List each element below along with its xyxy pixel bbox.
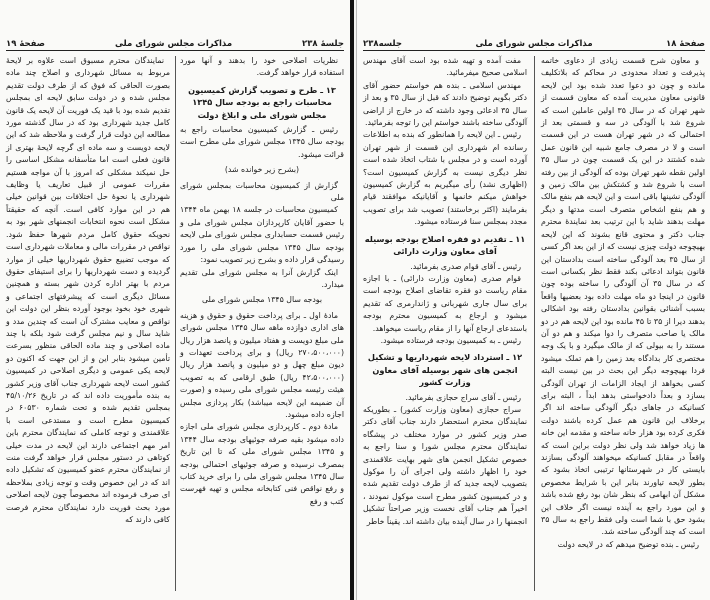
paragraph: قوام صدری (معاون وزارت دارائی) ـ با اجازه مقام ریاست دو فقره تقاضای اصلاح بودجه است برای سال جاری شهربانی و ژاندارمری که تقدیم میشود و ارجاع به کمیسیون محترم بودجه باستدعای ارجاع آنها را از مقام ریاست میخواهد. xyxy=(363,273,527,333)
column-divider xyxy=(175,56,176,591)
paragraph: رئیس ـ به کمیسیون بودجه فرستاده میشود. xyxy=(380,335,521,345)
text-column-left xyxy=(6,55,170,526)
text-column-right xyxy=(180,55,344,508)
page-number: صفحهٔ ۱۸ xyxy=(666,39,705,49)
paragraph: مفت آمده و تهیه شده بود است آقای مهندس اسلامی صحیح میفرمائید. xyxy=(363,56,527,78)
text-column-left xyxy=(363,55,527,528)
section-heading: ۱۲ ـ استرداد لایحه شهرداریها و تشکیل انجمن های شهر بوسیله آقای معاون وزارت کشور xyxy=(367,352,523,388)
paragraph: نمایندگان محترم مسبوق است علاوه بر لایحهٔ مربوط به مسائل شهرداری و اصلاح چند ماده بصورت الحاقی که فوق که از طرف دولت تقدیم مجلس شده و در دولت سابق لایحه ای بمجلس تقدیم شده بود با قید یک فوریت آن لایحه یک قانون کامل جدید شهرداری بود که در سال گذشته مورد مطالعه این دولت قرار گرفت و ملاحظه شد که این لایحه دویست و سه ماده ای گرچه لایحهٔ بهتری از قانون فعلی است اما متأسفانه مشکل اساسی را حل نمیکند مشکلی که امروز با آن مواجه هستیم مقررات عمومی از قبیل تعاریف یا وظایف شهرداری یا نحوهٔ حل اختلافات بین قوانین خیلی هم در این موارد کافی است. آنچه که حقیقتاً مشکل است نحوه انتخابات انجمنهای شهر بود به نحویکه حقوق کامل مردم شهرها حفظ شود. نواقص در مقررات مالی و معاملات شهرداری است که موجب تضییع حقوق شهرداریها خیلی از موارد گردیده و دست شهرداریها را برای استیفای حقوق مردم با بهتر اداره کردن شهر بسته و همچنین مسائل دیگری است که پیشرفتهای اجتماعی و شهری خود بخود بوجود آورده بنظر این دولت این نواقص و معایب مشترک آن است که چندین مدد و شاید سال و نیم مجلس گرفت شود بلکه با چند ماده اصلاحی و چند ماده الحاقی منظور بسرعت تأمین میشود بنابر این و از این جهت که اکنون دو لایحه یکی عمومی و دیگری اصلاحی در کمیسیون کشور است لایحه شهرداری جناب آقای وزیر کشور به بنده مأموریت داده اند که در تاریخ ۴۵/۱۰/۲۶ بمجلس تقدیم شده و تحت شماره ۶۰۵۳۰ در کمیسیون مطرح است و مستدعی است با علاقمندی و توجه کاملی که نمایندگان محترم باین امر مهم اجتماعی دارند این لایحه در مدت خیلی کوتاهی در دستور مجلس قرار خواهد گرفت منت از نمایندگان محترم عضو کمیسیون که تشکیل داده اند که در این خصوص وقت و توجه زیادی بملاحظه ای صرف فرموده اند مخصوصاً چون لایحه اصلاحی مورد بحث فوریت دارد نمایندگان محترم فرصت کافی دارند که xyxy=(6,56,170,525)
paragraph: رئیس ـ آقای قوام صدری بفرمائید. xyxy=(410,261,521,271)
paragraph: رئیس ـ این لایحه را همانطور که بنده به اطلاعات رسانده ام شهرداری این قسمت از شهر تهران آورده است و در مجلس با شتاب اتخاذ شده است نظر دیگری نیست به گزارش کمیسیون است؟ (اظهاری نشد) رأی میگیریم به گزارش کمیسیون خواهش میکنم خانمها و آقایانیکه موافقند قیام بفرمایند (اکثر برخاستند) تصویب شد برای تصویب مجدد بمجلس سنا فرستاده میشود. xyxy=(363,130,527,227)
paragraph: مادهٔ دوم ـ کارپردازی مجلس شورای ملی اجازه داده میشود بقیه صرفه جوئیهای بودجه سال ۱۳۴۴ و ۱۳۴۵ مجلس شورای ملی که تا این تاریخ بمصرف نرسیده و صرفه جوئیهای احتمالی بودجه سال ۱۳۴۵ مجلس شورای ملی را برای خرید کتاب و رفع نواقص فنی کتابخانه مجلس و تهیه فهرست کتب و رفع xyxy=(180,422,345,506)
left-page xyxy=(0,0,354,600)
text-column-right xyxy=(541,55,705,551)
session-number: جلسهٔ ۲۳۸ xyxy=(302,39,344,49)
paragraph: مهندس اسلامی ـ بنده هم خواستم حضور آقای دکتر بگویم توضیح دادند که قبل از سال ۳۵ و بعد از سال ۳۵ ادعائی وجود داشته که در خارج از اراضی آلودگی ساخته باشند خواستم این را توجه بفرمائید. xyxy=(363,80,527,128)
paragraph: اینک گزارش آنرا به مجلس شورای ملی تقدیم میدارد. xyxy=(180,267,344,289)
paragraph: رئیس ـ بنده توضیح میدهم که در لایحه دولت xyxy=(557,539,699,549)
paragraph: رئیس ـ آقای سراج حجازی بفرمائید. xyxy=(405,392,521,402)
column-divider xyxy=(534,56,535,591)
centered-note: (بشرح زیر خوانده شد) xyxy=(224,165,300,175)
paragraph: و معاون شرح قسمت زیادی از دعاوی خاتمه پذیرفت و تعداد محدودی در محاکم که بلاتکلیف مانده و چون دو دعوا تعدد شده بود این لایحه قانونی معاون مدیریت آمده که معاون قسمت از شهر تهران که در سال ۳۵ اولین عاملین است که شروع شد با آلودگی در سه و قسمتی بعد از احتمالی که در شهر تهران هست در این قسمت است و لا در مصرف جامع شبیه این قانون عمل شده کشتند در این یک قسمت چون در سال ۳۵ اولین نقطه شهر تهران بوده که آلودگی از بین رفته است با شروع شد و کشتکش بین مالک زمین و آلودگی نشینها باقی است و این لایحه هم بنفع مالک و هم بنفع اشخاص متصرف است مدتها و دیگر مهلت بدهند شاید با این ترتیب بعد نمایندۀ محترم جناب دکتر و محتوی قانع بشوند که این لایحه بهیچوجه دولت چیزی نیست که از این بعد اگر کسی از سال ۳۵ بعد آلودگی ساخته است بدادستان این قانون بتواند ادعائی بکند فقط نظر بکسانی است که در سال ۳۵ آن آلودگی را ساخته بوده چون قانون در اینجا دو ماه مهلت داده بود بعضیها واقعاً بسبب آشنائی بقوانین بدادستان رفته بود اشکالی بدهند دیرا از ۳۵ تا ۴۵ مانده بود این لایحه هم در دو مالک یا صاحب متصرف را دوا میکند و هم دو آن مستند را به بیولی که از مالک میگیرد و با یک وجه مختصری کار بدادگاه بعد زمین را هم تملک میشود فردا بهیچوجه دیگر این بحث در بین نیست البته کسی بخواهد از ایجاد الزامات از تهران آلودگی بسازد و بعداً دادخواستی بدهد ابداً ، البته برای کسانیکه در جاهای دیگر آلودگی ساخته اند اگر برخلاف این قانون هم عمل کرده باشند دولت فکری کرده بود هزار خانه ساخته و مقدمه این خانه ها زیاد خواهد شد ولی نظر دولت براین است که واقعاً در مقابل کسانیکه میخواهند آلودگی بسازند بایستی کار در شهرستانها ترتیبی اتخاذ بشود که بطور لایحه تیاورند بنابر این با شرایط مخصوص مشکل آن ابهامی که بنظر شان بود رفع شده باشد و این مورد راجع به آینده نیست اگر خلاف این بشود حق با شما است ولی فقط راجع به سال ۳۵ است که چند آلودگی ساخته شد. xyxy=(541,56,705,537)
paragraph: نظریات اصلاحی خود را بدهند و آنها مورد استفاده قرار خواهد گرفت. xyxy=(180,56,344,78)
publication-title: مذاکرات مجلس شورای ملی xyxy=(475,39,593,49)
session-number: جلسه۲۳۸ xyxy=(363,39,402,49)
page-header xyxy=(6,36,344,51)
paragraph: گزارش از کمیسیون محاسبات بمجلس شورای ملی xyxy=(180,180,344,203)
section-heading: ۱۱ ـ تقدیم دو فقره اصلاح بودجه بوسیله آقای معاون وزارت دارائی xyxy=(364,233,526,257)
paragraph: کمیسیون محاسبات در جلسه ۱۸ بهمن ماه ۱۳۴۴ با حضور آقایان کارپردازان مجلس شورای ملی و رئیس قسمت حسابداری مجلس شورای ملی لایحه بودجه سال ۱۳۴۵ مجلس شورای ملی را مورد رسیدگی قرار داده و بشرح زیر تصویب نمود: xyxy=(180,205,344,265)
page-number: صفحهٔ ۱۹ xyxy=(6,39,45,49)
paragraph: رئیس ـ گزارش کمیسیون محاسبات راجع به بودجه سال ۱۳۴۵ مجلس شورای ملی مطرح است قرائت میشود. xyxy=(180,125,344,159)
section-heading: ۱۳ ـ طرح و تصویب گزارش کمیسیون محاسبات راجع به بودجه سال ۱۳۴۵ مجلس شورای ملی و ابلاغ دولت xyxy=(188,84,336,120)
page-header xyxy=(363,36,705,51)
paragraph: مادهٔ اول ـ برای پرداخت حقوق و حقوق و هزینه های اداری دوازده ماهه سال ۱۳۴۵ مجلس شورای ملی مبلغ دویست و هفتاد میلیون و پانصد هزار ریال (۲۷۰،۵۰۰،۰۰۰ ریال) و برای پرداخت تعهدات و دیون مبلغ چهل و دو میلیون و پانصد هزار ریال (۴۲،۵۰۰،۰۰۰ ریال) طبق ارقامی که به تصویب هیئت رئیسه مجلس شورای ملی رسیده و (صورت آن ضمیمه این لایحه میباشد) بکار پردازی مجلس اجازه داده میشود. xyxy=(180,310,344,419)
publication-title: مذاکرات مجلس شورای ملی xyxy=(114,39,233,49)
centered-note: بودجه سال ۱۳۴۵ مجلس شورای ملی xyxy=(202,295,322,305)
paragraph: سراج حجازی (معاون وزارت کشور) ـ بطوریکه نمایندگان محترم استحضار دارند جناب آقای دکتر صدر وزیر کشور در موارد مختلف در پیشگاه نمایندگان محترم مجلس شورا و سنا راجع به خصوص تشکیل انجمن های شهر بهایت علاقمندی خود را اظهار داشته ولی اجرای آن را موکول بتصویب لایحه جدید که از طرف دولت تقدیم شده و در کمیسیون کشور مطرح است موکول نمودند ، اخیراً هم جناب آقای نخست وزیر صراحتاً تشکیل انجمنها را در سال آینده بیان داشته اند. یقیناً خاطر xyxy=(363,404,527,526)
right-page xyxy=(356,0,710,600)
